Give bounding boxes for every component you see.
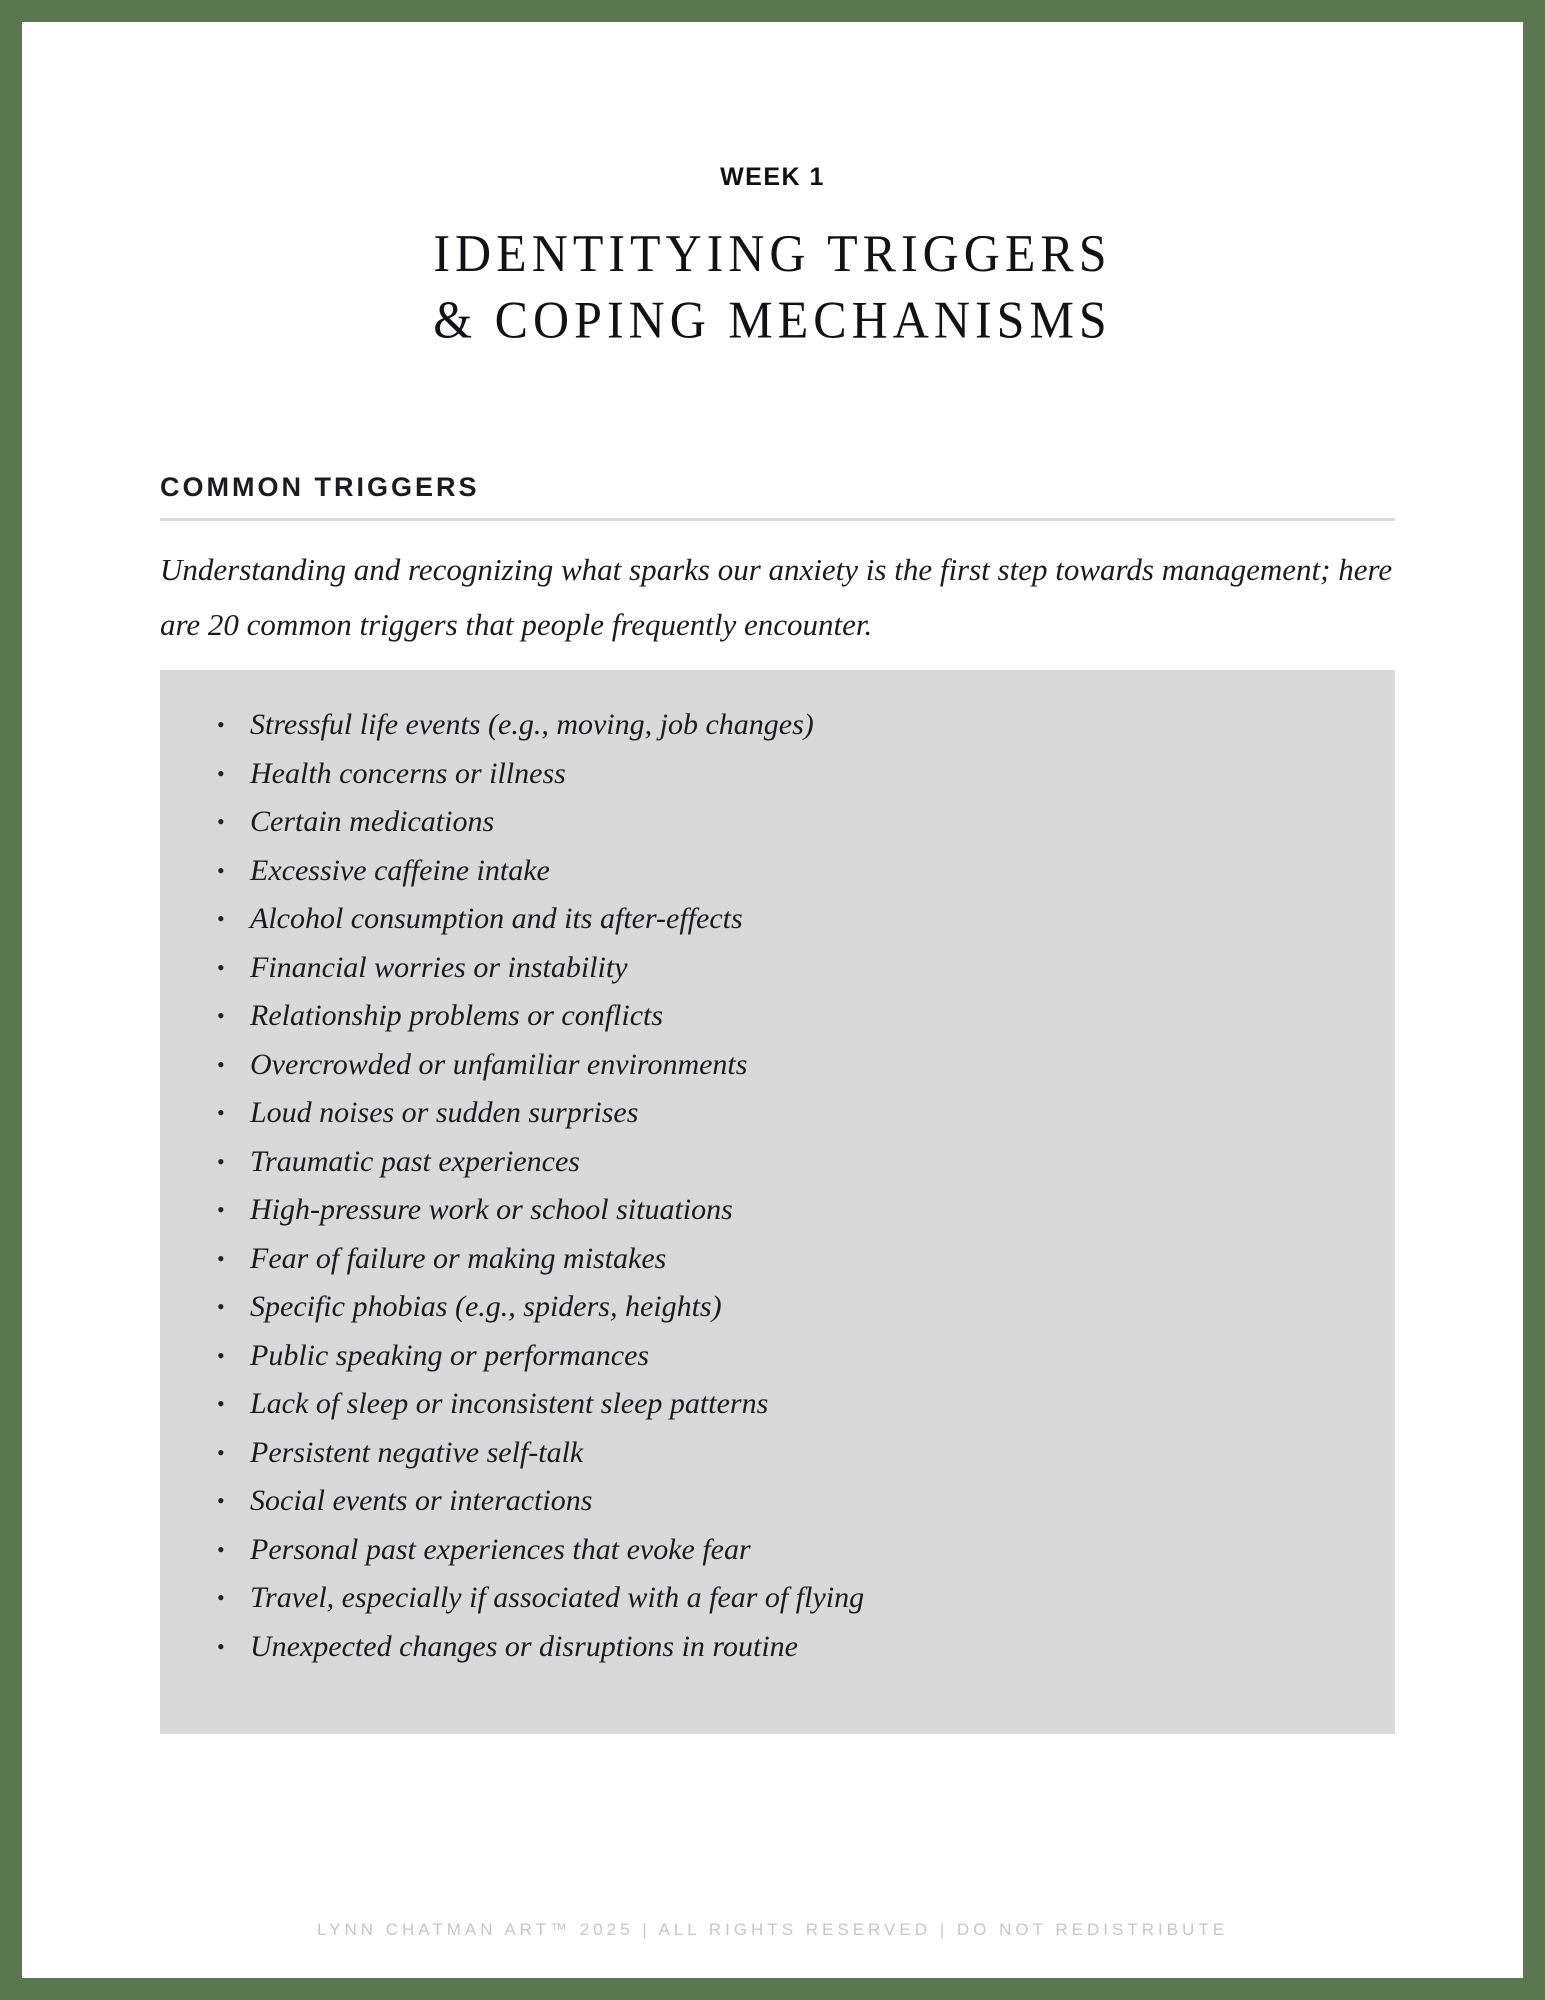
trigger-item: • Loud noises or sudden surprises	[160, 1089, 1395, 1138]
trigger-item: • Stressful life events (e.g., moving, job changes)	[160, 701, 1395, 750]
trigger-item: • Certain medications	[160, 798, 1395, 847]
trigger-item: • Health concerns or illness	[160, 750, 1395, 799]
trigger-item: • Travel, especially if associated with a fear of flying	[160, 1574, 1395, 1623]
trigger-item: • Specific phobias (e.g., spiders, heights)	[160, 1283, 1395, 1332]
trigger-item: • Overcrowded or unfamiliar environments	[160, 1041, 1395, 1090]
page-title-line-2: & COPING MECHANISMS	[433, 289, 1112, 350]
trigger-item: • Lack of sleep or inconsistent sleep patterns	[160, 1380, 1395, 1429]
week-label: WEEK 1	[720, 163, 825, 191]
intro-paragraph: Understanding and recognizing what sparks our anxiety is the first step towards management; here are 20 common triggers that people frequently encounter.	[160, 552, 1393, 642]
trigger-item: • Public speaking or performances	[160, 1332, 1395, 1381]
trigger-item: • Personal past experiences that evoke fear	[160, 1526, 1395, 1575]
trigger-item: • Relationship problems or conflicts	[160, 992, 1395, 1041]
trigger-item: • Alcohol consumption and its after-effects	[160, 895, 1395, 944]
trigger-list	[160, 701, 1395, 1671]
heading-divider	[160, 518, 1395, 521]
section-heading: COMMON TRIGGERS	[160, 472, 480, 502]
trigger-item: • Excessive caffeine intake	[160, 847, 1395, 896]
content-area	[22, 472, 1523, 1734]
page-title	[22, 220, 1523, 354]
trigger-item: • Persistent negative self-talk	[160, 1429, 1395, 1478]
copyright-footer: LYNN CHATMAN ART™ 2025 | ALL RIGHTS RESERVED | DO NOT REDISTRIBUTE	[316, 1920, 1229, 1939]
trigger-item: • High-pressure work or school situations	[160, 1186, 1395, 1235]
triggers-panel	[160, 670, 1395, 1734]
page-title-line-1: IDENTITYING TRIGGERS	[433, 223, 1112, 283]
trigger-item: • Financial worries or instability	[160, 944, 1395, 993]
trigger-item: • Traumatic past experiences	[160, 1138, 1395, 1187]
trigger-item: • Social events or interactions	[160, 1477, 1395, 1526]
trigger-item: • Fear of failure or making mistakes	[160, 1235, 1395, 1284]
trigger-item: • Unexpected changes or disruptions in routine	[160, 1623, 1395, 1672]
